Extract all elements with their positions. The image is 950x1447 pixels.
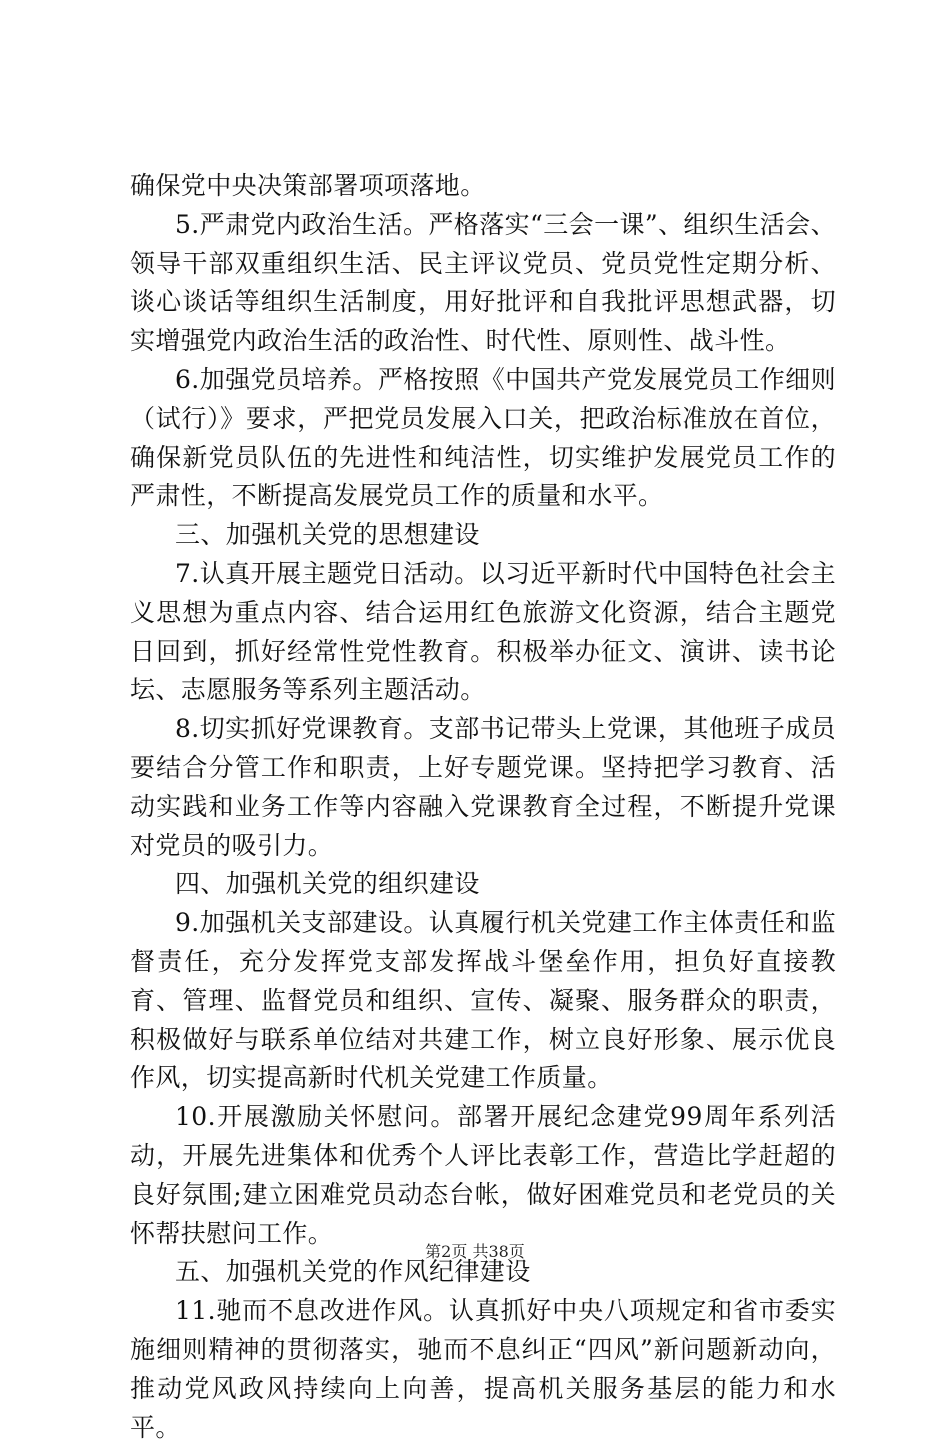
section-heading-5: 五、加强机关党的作风纪律建设 — [175, 1257, 531, 1287]
paragraph-item-8: 8.切实抓好党课教育。支部书记带头上党课，其他班子成员要结合分管工作和职责，上好专题党课。坚持把学习教育、活动实践和业务工作等内容融入党课教育全过程，不断提升党课对党员的吸引力。 — [130, 714, 836, 860]
paragraph-item-6: 6.加强党员培养。严格按照《中国共产党发展党员工作细则（试行）》要求，严把党员发展入口关，把政治标准放在首位，确保新党员队伍的先进性和纯洁性，切实维护发展党员工作的严肃性，不断提高发展党员工作的质量和水平。 — [130, 364, 836, 511]
section-heading-3: 三、加强机关党的思想建设 — [175, 520, 480, 550]
paragraph-item-7: 7.认真开展主题党日活动。以习近平新时代中国特色社会主义思想为重点内容、结合运用红色旅游文化资源，结合主题党日回到，抓好经常性党性教育。积极举办征文、演讲、读书论坛、志愿服务等系列主题活动。 — [130, 558, 836, 705]
paragraph-item-5: 5.严肃党内政治生活。严格落实“三会一课”、组织生活会、领导干部双重组织生活、民主评议党员、党员党性定期分析、谈心谈话等组织生活制度，用好批评和自我批评思想武器，切实增强党内政治生活的政治性、时代性、原则性、战斗性。 — [130, 209, 836, 356]
page-footer — [0, 1241, 950, 1263]
section-heading-4: 四、加强机关党的组织建设 — [175, 869, 480, 899]
paragraph-continuation: 确保党中央决策部署项项落地。 — [130, 171, 486, 200]
paragraph-item-11: 11.驰而不息改进作风。认真抓好中央八项规定和省市委实施细则精神的贯彻落实，驰而不息纠正“四风”新问题新动向，推动党风政风持续向上向善，提高机关服务基层的能力和水平。 — [130, 1296, 836, 1442]
paragraph-item-9: 9.加强机关支部建设。认真履行机关党建工作主体责任和监督责任，充分发挥党支部发挥战斗堡垒作用，担负好直接教育、管理、监督党员和组织、宣传、凝聚、服务群众的职责，积极做好与联系单位结对共建工作，树立良好形象、展示优良作风，切实提高新时代机关党建工作质量。 — [130, 908, 836, 1093]
paragraph-item-10: 10.开展激励关怀慰问。部署开展纪念建党99周年系列活动，开展先进集体和优秀个人评比表彰工作，营造比学赶超的良好氛围;建立困难党员动态台帐，做好困难党员和老党员的关怀帮扶慰问工作。 — [130, 1102, 836, 1248]
page-number-label: 第2页 共38页 — [425, 1242, 525, 1261]
